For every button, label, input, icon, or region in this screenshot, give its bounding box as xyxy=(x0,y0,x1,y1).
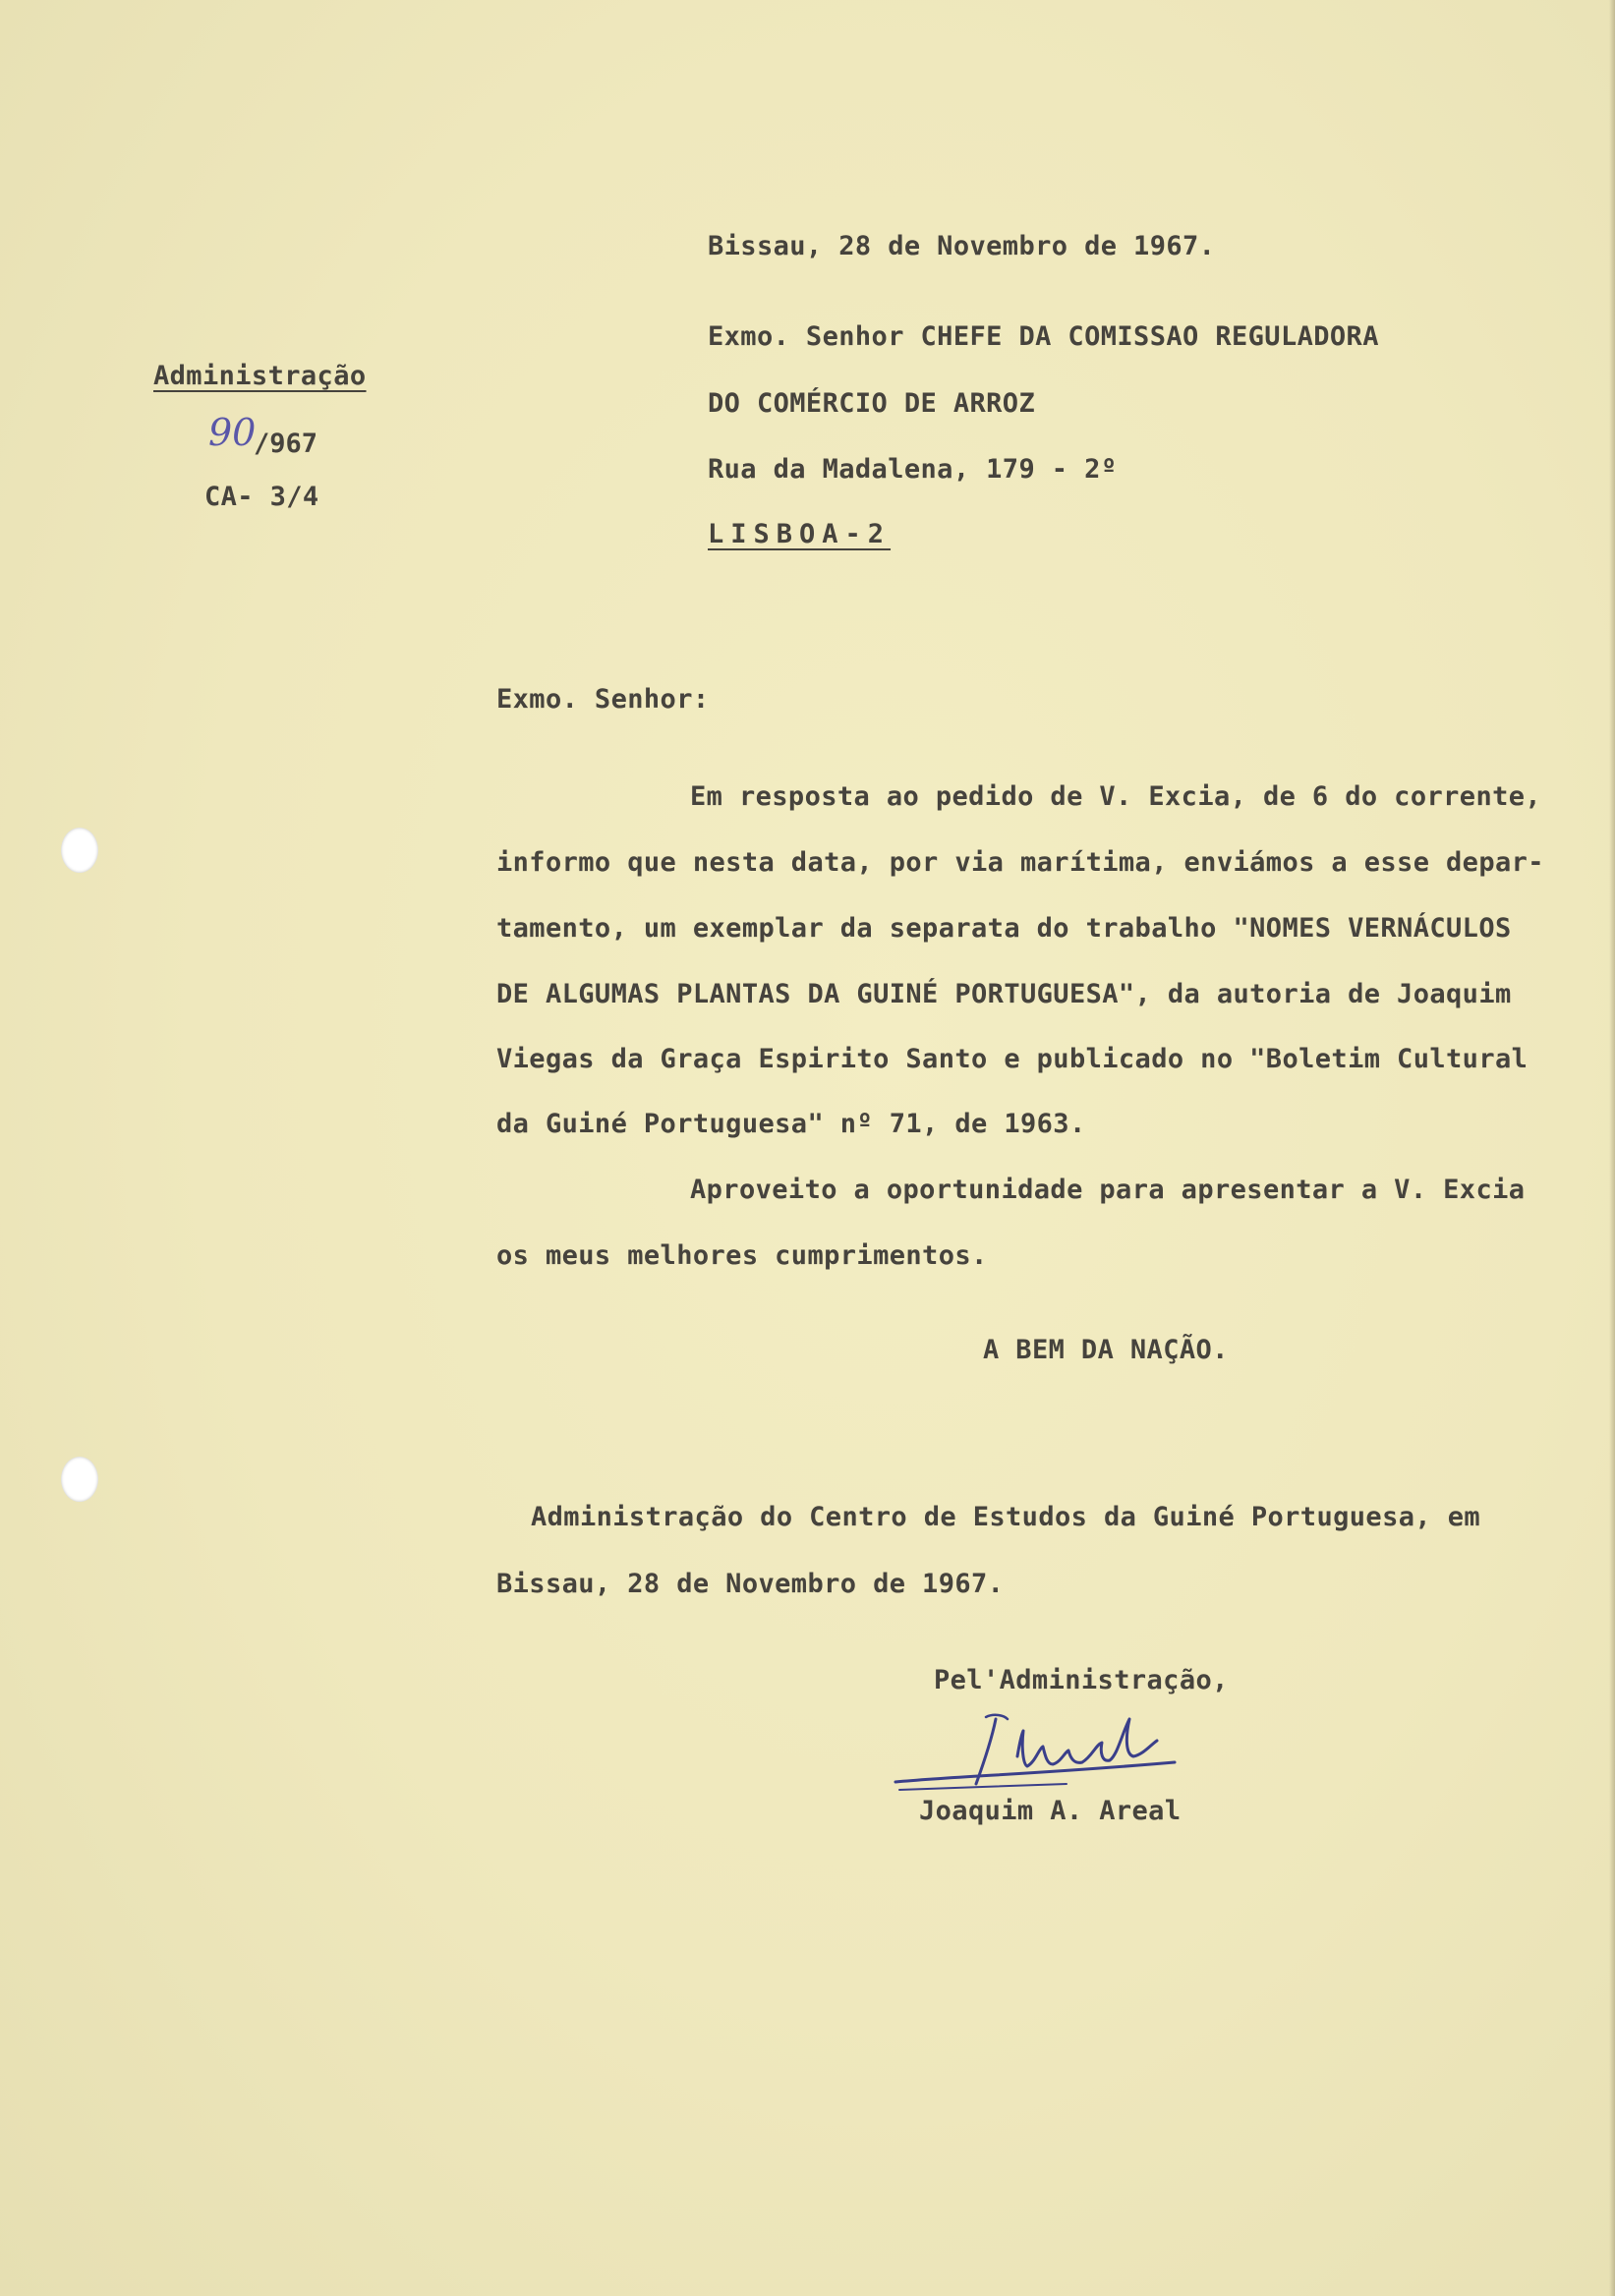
letter-date: Bissau, 28 de Novembro de 1967. xyxy=(708,231,1216,261)
footer-line-2: Bissau, 28 de Novembro de 1967. xyxy=(496,1569,1005,1599)
body-line: da Guiné Portuguesa" nº 71, de 1963. xyxy=(496,1109,1086,1139)
body-line: Aproveito a oportunidade para apresentar a V. Excia xyxy=(690,1175,1526,1205)
body-line: Em resposta ao pedido de V. Excia, de 6 do corrente, xyxy=(690,781,1542,812)
footer-line-1: Administração do Centro de Estudos da Guiné Portuguesa, em xyxy=(531,1502,1481,1532)
body-line: os meus melhores cumprimentos. xyxy=(496,1240,988,1271)
handwritten-signature xyxy=(890,1705,1194,1799)
recipient-line-1: Exmo. Senhor CHEFE DA COMISSAO REGULADORA xyxy=(708,321,1379,352)
recipient-line-3: Rua da Madalena, 179 - 2º xyxy=(708,454,1118,485)
page-edge-shadow xyxy=(1609,0,1615,2296)
reference-code: CA- 3/4 xyxy=(204,482,319,512)
punch-hole-lower xyxy=(61,1457,98,1502)
body-line: DE ALGUMAS PLANTAS DA GUINÉ PORTUGUESA", da autoria de Joaquim xyxy=(496,979,1512,1009)
body-line: tamento, um exemplar da separata do trabalho "NOMES VERNÁCULOS xyxy=(496,913,1512,944)
punch-hole-upper xyxy=(61,828,98,873)
recipient-line-2: DO COMÉRCIO DE ARROZ xyxy=(708,388,1036,419)
signature-on-behalf: Pel'Administração, xyxy=(934,1665,1229,1695)
reference-number-handwritten: 90 xyxy=(208,411,257,454)
salutation: Exmo. Senhor: xyxy=(496,684,710,715)
reference-label: Administração xyxy=(153,361,367,391)
body-line: Viegas da Graça Espirito Santo e publicado no "Boletim Cultural xyxy=(496,1044,1528,1074)
signatory-name: Joaquim A. Areal xyxy=(919,1796,1182,1826)
body-line: informo que nesta data, por via marítima, enviámos a esse depar- xyxy=(496,847,1544,878)
closing-phrase: A BEM DA NAÇÃO. xyxy=(983,1335,1229,1365)
reference-number-year: /967 xyxy=(254,429,318,459)
recipient-city: LISBOA-2 xyxy=(708,519,892,549)
